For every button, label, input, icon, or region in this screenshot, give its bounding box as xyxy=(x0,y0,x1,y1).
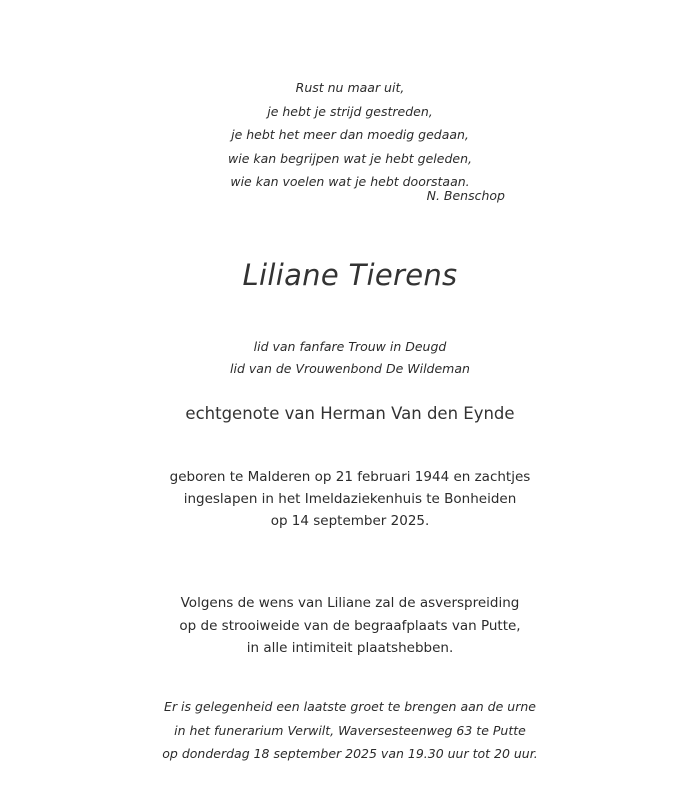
memberships xyxy=(0,336,700,380)
birth-death-line: op 14 september 2025. xyxy=(270,513,430,529)
poem-line: je hebt je strijd gestreden, xyxy=(267,103,433,119)
birth-death-line: geboren te Malderen op 21 februari 1944 en zachtjes xyxy=(169,469,531,485)
spouse-line: echtgenote van Herman Van den Eynde xyxy=(185,404,515,423)
poem-line: wie kan begrijpen wat je hebt geleden, xyxy=(228,150,472,166)
ashes-dispersal-paragraph xyxy=(0,592,700,660)
membership-line: lid van fanfare Trouw in Deugd xyxy=(253,339,447,354)
farewell-line: op donderdag 18 september 2025 van 19.30 uur tot 20 uur. xyxy=(162,746,538,761)
farewell-paragraph xyxy=(0,695,700,766)
farewell-line: in het funerarium Verwilt, Waversesteenweg 63 te Putte xyxy=(174,722,526,738)
birth-death-line: ingeslapen in het Imeldaziekenhuis te Bonheiden xyxy=(183,491,517,507)
poem-line: je hebt het meer dan moedig gedaan, xyxy=(231,127,469,142)
ashes-line: Volgens de wens van Liliane zal de asverspreiding xyxy=(180,595,520,611)
poem-author: N. Benschop xyxy=(426,188,505,203)
membership-line: lid van de Vrouwenbond De Wildeman xyxy=(230,361,470,376)
poem-line: Rust nu maar uit, xyxy=(295,80,405,95)
ashes-line: op de strooiweide van de begraafplaats van Putte, xyxy=(179,617,521,634)
poem xyxy=(0,76,700,194)
farewell-line: Er is gelegenheid een laatste groet te brengen aan de urne xyxy=(164,699,536,714)
poem-line: wie kan voelen wat je hebt doorstaan. xyxy=(230,174,470,189)
deceased-name: Liliane Tierens xyxy=(242,258,458,292)
birth-death-paragraph xyxy=(0,466,700,532)
ashes-line: in alle intimiteit plaatshebben. xyxy=(246,640,454,656)
